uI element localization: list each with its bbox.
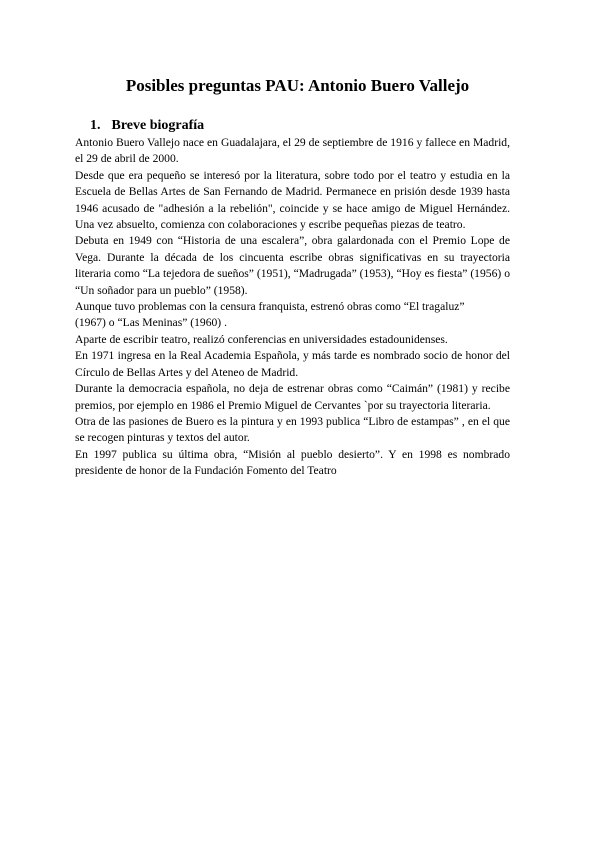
paragraph-birth-death: Antonio Buero Vallejo nace en Guadalajara, el 29 de septiembre de 1916 y fallece en Madrid, el 29 de abril de 2000. (75, 136, 510, 166)
paragraph-conferences: Aparte de escribir teatro, realizó conferencias en universidades estadounidenses. (75, 332, 448, 346)
section-heading-text: Breve biografía (111, 118, 205, 133)
paragraph-censorship: Aunque tuvo problemas con la censura franquista, estrenó obras como “El tragaluz” (75, 300, 465, 314)
paragraph-painting: Otra de las pasiones de Buero es la pintura y en 1993 publica “Libro de estampas” , en el que se recogen pinturas y textos del autor. (75, 414, 510, 445)
paragraph-early-life: Desde que era pequeño se interesó por la literatura, sobre todo por el teatro y estudia en la Escuela de Bellas Artes de San Fernando de Madrid. Permanece en prisión desde 1939 hasta 1946 acusado de "adhesión a la rebelión", coincide y se hace amigo de Miguel Hernández. Una vez absuelto, comienza con colaboraciones y escribe pequeñas piezas de teatro. (75, 168, 510, 232)
section-heading (90, 117, 510, 135)
document-title: Posibles preguntas PAU: Antonio Buero Vallejo (125, 76, 470, 95)
paragraph-democracy: Durante la democracia española, no deja de estrenar obras como “Caimán” (1981) y recibe premios, por ejemplo en 1986 el Premio Miguel de Cervantes `por su trayectoria literaria. (75, 382, 510, 412)
paragraph-debut: Debuta en 1949 con “Historia de una escalera”, obra galardonada con el Premio Lope de Vega. Durante la década de los cincuenta escribe obras significativas en su trayectoria literaria como “La tejedora de sueños” (1951), “Madrugada” (1953), “Hoy es fiesta” (1956) o “Un soñador para un pueblo” (1958). (75, 234, 510, 297)
paragraph-last-work: En 1997 publica su última obra, “Misión al pueblo desierto”. Y en 1998 es nombrado presidente de honor de la Fundación Fomento del Teatro (75, 447, 510, 478)
section-body (75, 135, 510, 480)
section-number: 1. (90, 118, 101, 133)
paragraph-censorship-works: (1967) o “Las Meninas” (1960) . (75, 316, 227, 330)
paragraph-academy: En 1971 ingresa en la Real Academia Española, y más tarde es nombrado socio de honor del Círculo de Bellas Artes y del Ateneo de Madrid. (75, 349, 510, 379)
